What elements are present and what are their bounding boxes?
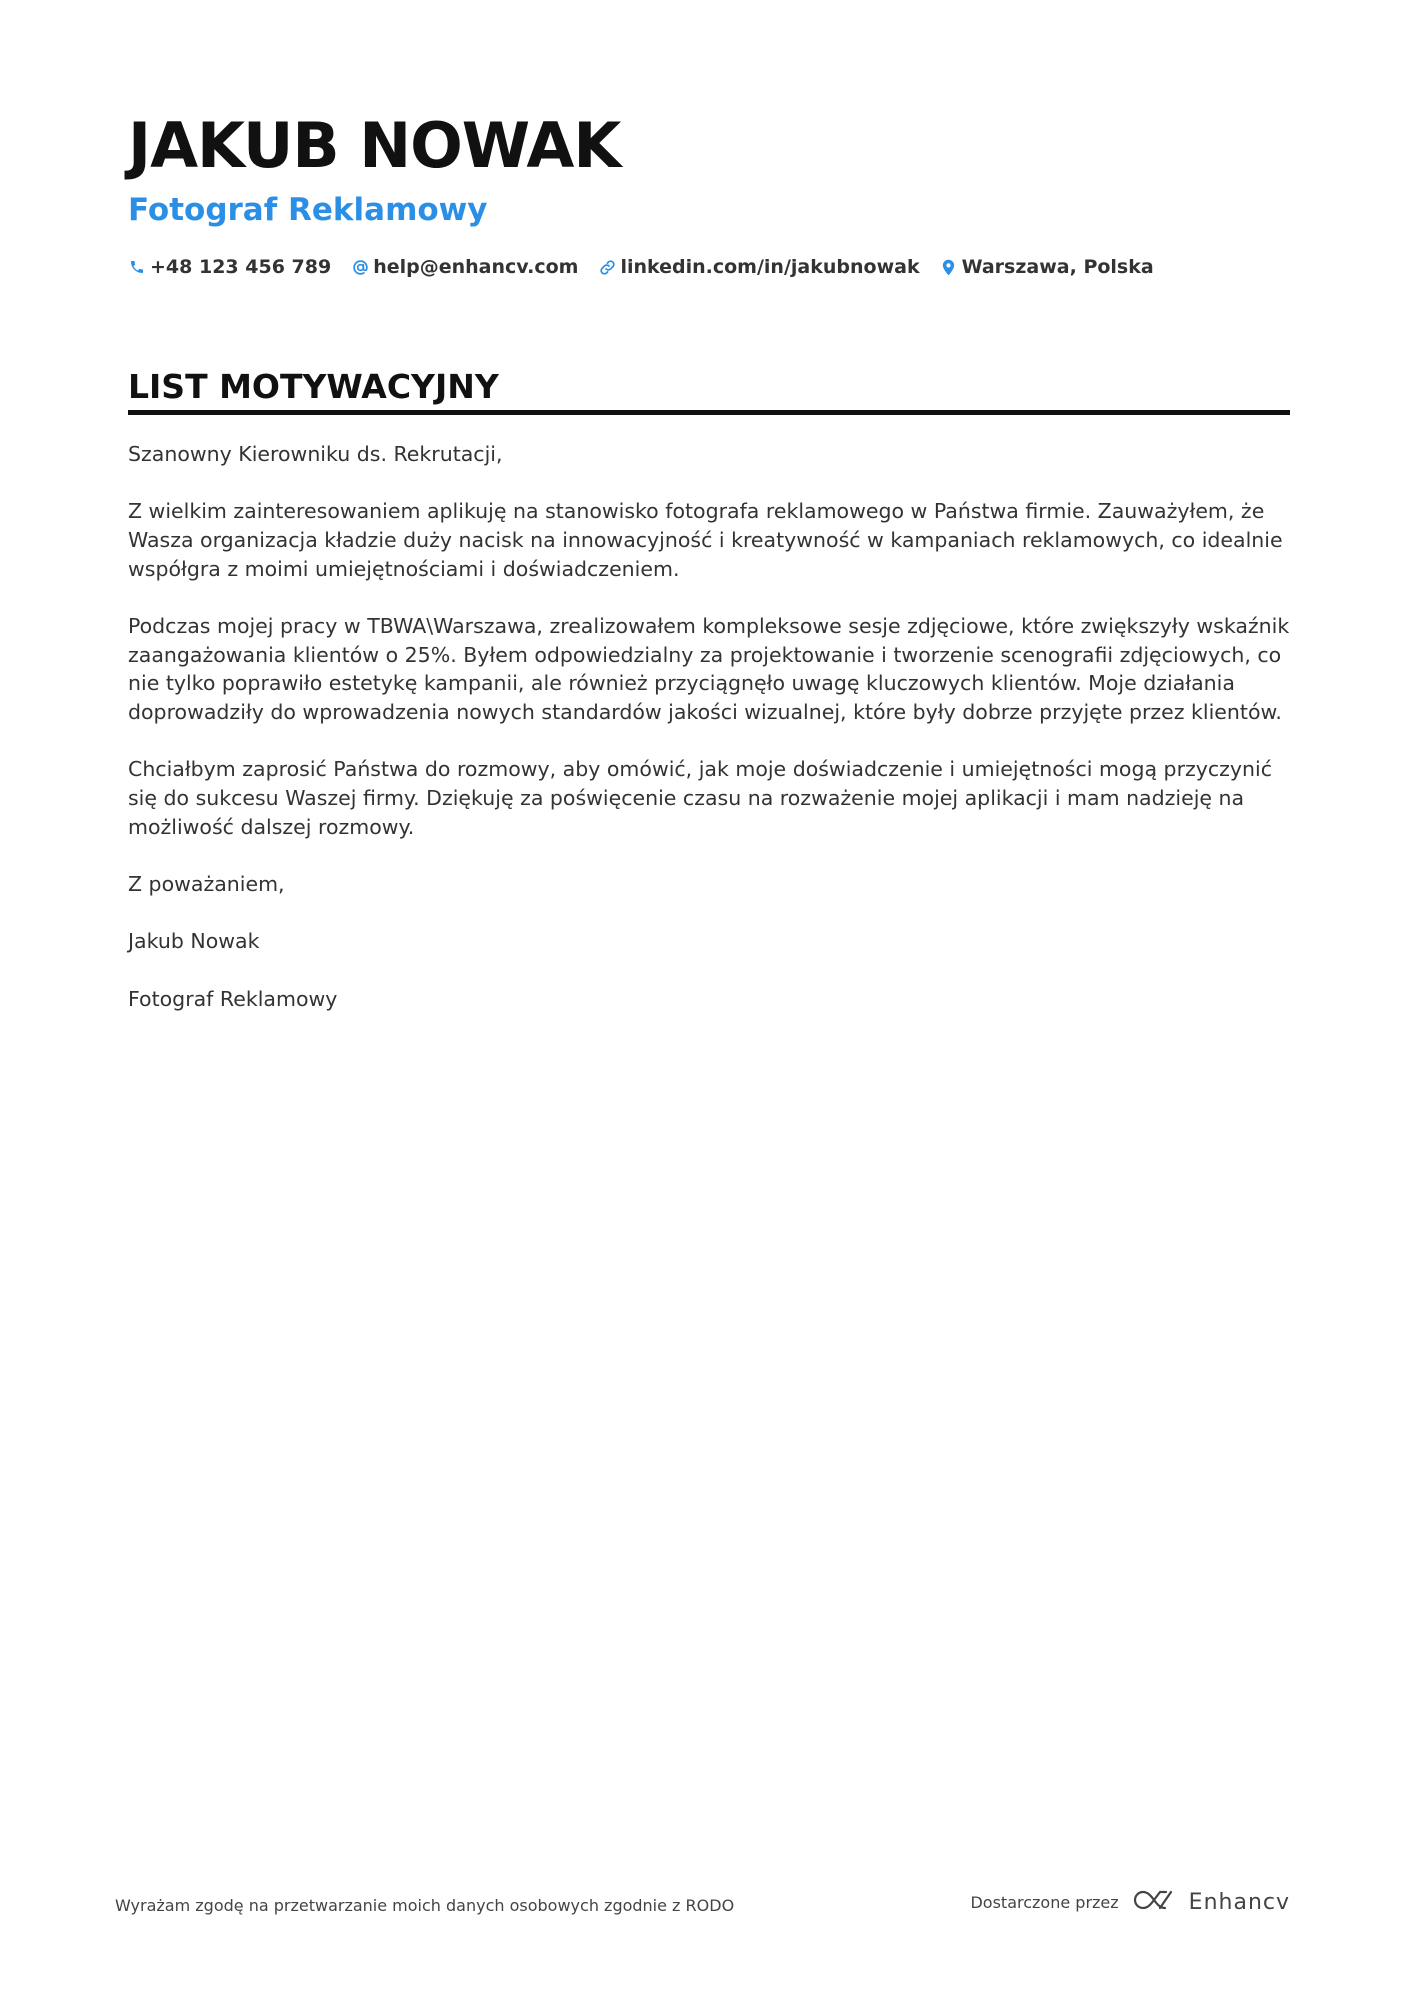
letter-paragraph: Chciałbym zaprosić Państwa do rozmowy, aby omówić, jak moje doświadczenie i umiejętności mogą przyczynić się do sukcesu Waszej firmy. Dziękuję za poświęcenie czasu na rozważenie mojej aplikacji i mam nadzieję na możliwość dalszej rozmowy. — [128, 757, 1273, 839]
contact-email[interactable] — [351, 256, 578, 278]
phone-number: +48 123 456 789 — [150, 256, 332, 278]
signature-name: Jakub Nowak — [128, 929, 260, 954]
letter-greeting: Szanowny Kierowniku ds. Rekrutacji, — [128, 442, 503, 466]
contact-phone[interactable] — [128, 256, 331, 278]
letter-body — [128, 440, 1300, 1042]
linkedin-url: linkedin.com/in/jakubnowak — [620, 256, 920, 278]
phone-icon — [128, 258, 146, 276]
enhancv-logo-icon — [1131, 1888, 1177, 1917]
footer-brand[interactable] — [970, 1888, 1290, 1917]
at-icon — [351, 258, 369, 276]
contact-linkedin[interactable] — [598, 256, 919, 278]
letter-paragraph: Z wielkim zainteresowaniem aplikuję na stanowisko fotografa reklamowego w Państwa firmie. Zauważyłem, że Wasza organizacja kładzie duży nacisk na innowacyjność i kreatywność w kampaniach reklamowych, co idealnie współgra z moimi umiejętnościami i doświadczeniem. — [128, 499, 1283, 581]
job-title: Fotograf Reklamowy — [128, 192, 488, 228]
gdpr-consent: Wyrażam zgodę na przetwarzanie moich danych osobowych zgodnie z RODO — [115, 1896, 735, 1915]
letter-closing: Z poważaniem, — [128, 872, 285, 897]
location-pin-icon — [940, 258, 958, 276]
link-icon — [598, 258, 616, 276]
brand-name: Enhancv — [1188, 1890, 1290, 1915]
delivered-by-label: Dostarczone przez — [970, 1893, 1119, 1912]
email-address: help@enhancv.com — [373, 256, 579, 278]
section-title: LIST MOTYWACYJNY — [128, 367, 499, 406]
section-divider — [128, 410, 1290, 415]
location-text: Warszawa, Polska — [961, 256, 1154, 278]
applicant-name: JAKUB NOWAK — [128, 109, 621, 182]
letter-paragraph: Podczas mojej pracy w TBWA\Warszawa, zrealizowałem kompleksowe sesje zdjęciowe, które zwiększyły wskaźnik zaangażowania klientów o 25%. Byłem odpowiedzialny za projektowanie i tworzenie scenografii zdjęciowych, co nie tylko poprawiło estetykę kampanii, ale również przyciągnęło uwagę kluczowych klientów. Moje działania doprowadziły do wprowadzenia nowych standardów jakości wizualnej, które były dobrze przyjęte przez klientów. — [128, 614, 1290, 725]
contact-bar — [128, 254, 1174, 280]
contact-location — [940, 256, 1154, 278]
signature-title: Fotograf Reklamowy — [128, 986, 338, 1011]
